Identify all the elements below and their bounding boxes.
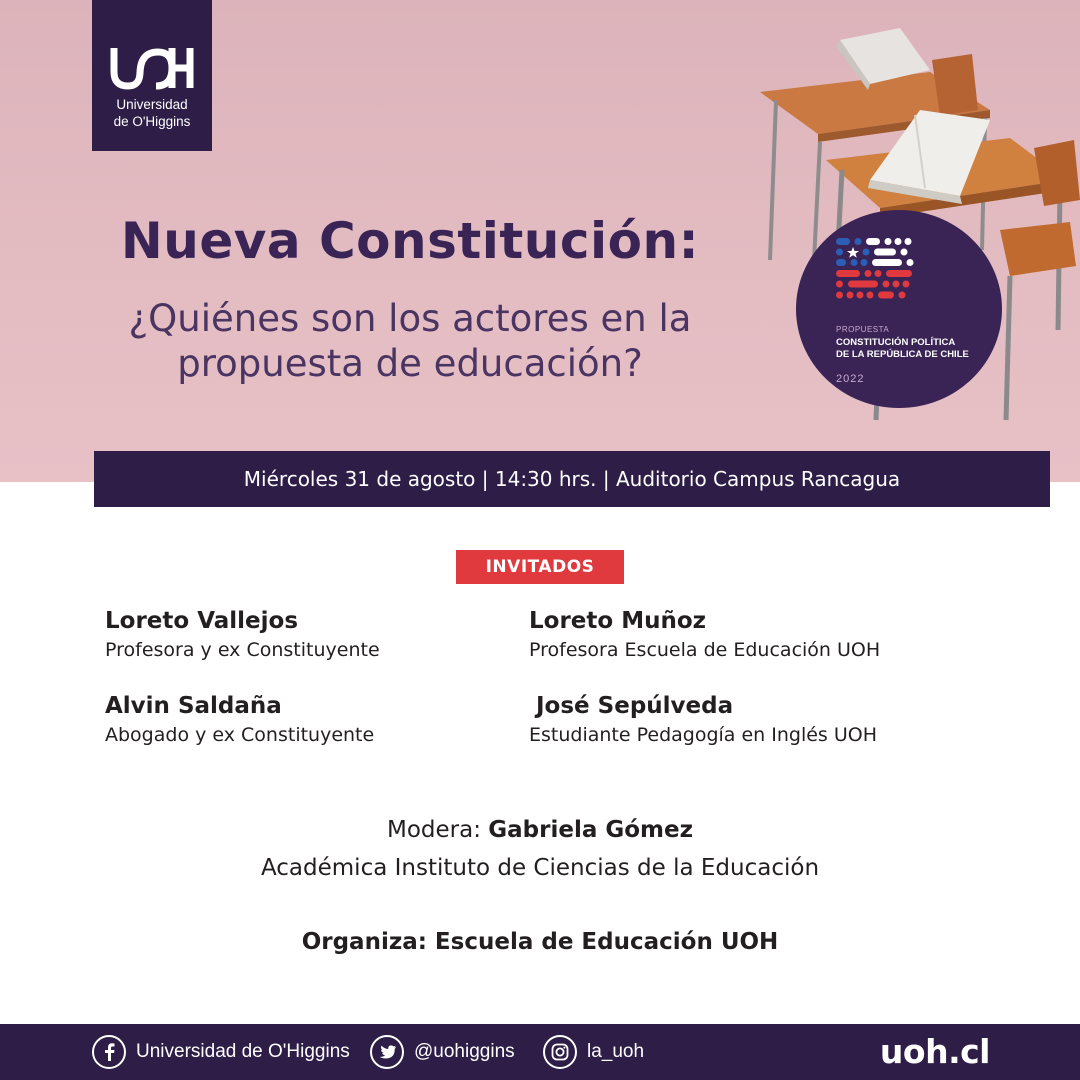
guest-card [529, 606, 999, 664]
footer-bar [0, 1024, 1080, 1080]
guest-card [105, 691, 575, 749]
seal-year: 2022 [836, 373, 865, 385]
facebook-icon [92, 1035, 126, 1069]
guest-role: Abogado y ex Constituyente [105, 724, 375, 746]
facebook-link[interactable] [92, 1036, 350, 1068]
guest-name: Alvin Saldaña [105, 693, 282, 719]
guest-role: Profesora y ex Constituyente [105, 639, 380, 661]
subtitle-line-2: propuesta de educación? [177, 342, 643, 385]
guest-role: Estudiante Pedagogía en Inglés UOH [529, 724, 878, 746]
event-info-text: Miércoles 31 de agosto | 14:30 hrs. | Auditorio Campus Rancagua [243, 467, 901, 491]
seal-line-2: DE LA REPÚBLICA DE CHILE [836, 349, 969, 360]
logo-line-2: de O'Higgins [113, 114, 191, 129]
instagram-link[interactable] [543, 1036, 644, 1068]
guest-role: Profesora Escuela de Educación UOH [529, 639, 881, 661]
chilean-flag-dots-icon [836, 238, 916, 308]
constitution-seal [796, 210, 1002, 408]
twitter-handle: @uohiggins [414, 1041, 515, 1062]
logo-line-1: Universidad [116, 97, 188, 112]
organizer-line: Organiza: Escuela de Educación UOH [301, 929, 779, 955]
instagram-handle: la_uoh [587, 1041, 645, 1062]
moderator-label: Modera: [386, 817, 481, 843]
seal-kicker: PROPUESTA [836, 325, 890, 334]
moderator-role: Académica Instituto de Ciencias de la Educación [260, 855, 820, 881]
guest-name: Loreto Vallejos [105, 608, 299, 634]
facebook-handle: Universidad de O'Higgins [136, 1041, 350, 1062]
website-link[interactable]: uoh.cl [879, 1032, 990, 1071]
uoh-logo [92, 0, 212, 151]
twitter-link[interactable] [370, 1036, 515, 1068]
instagram-icon [543, 1035, 577, 1069]
star-icon [847, 247, 859, 258]
guest-card [529, 691, 999, 749]
guest-name: José Sepúlveda [536, 693, 734, 719]
guest-name: Loreto Muñoz [529, 608, 707, 634]
guests-badge: INVITADOS [456, 550, 624, 584]
seal-line-1: CONSTITUCIÓN POLÍTICA [836, 337, 956, 348]
twitter-icon [370, 1035, 404, 1069]
moderator-line [0, 814, 1080, 846]
event-info-bar [94, 451, 1050, 507]
guest-card [105, 606, 575, 664]
hero-banner [0, 0, 1080, 482]
moderator-name: Gabriela Gómez [488, 817, 693, 843]
subtitle-line-1: ¿Quiénes son los actores en la [128, 297, 692, 340]
uoh-wordmark-icon [110, 44, 194, 90]
page-title: Nueva Constitución: [120, 212, 700, 270]
